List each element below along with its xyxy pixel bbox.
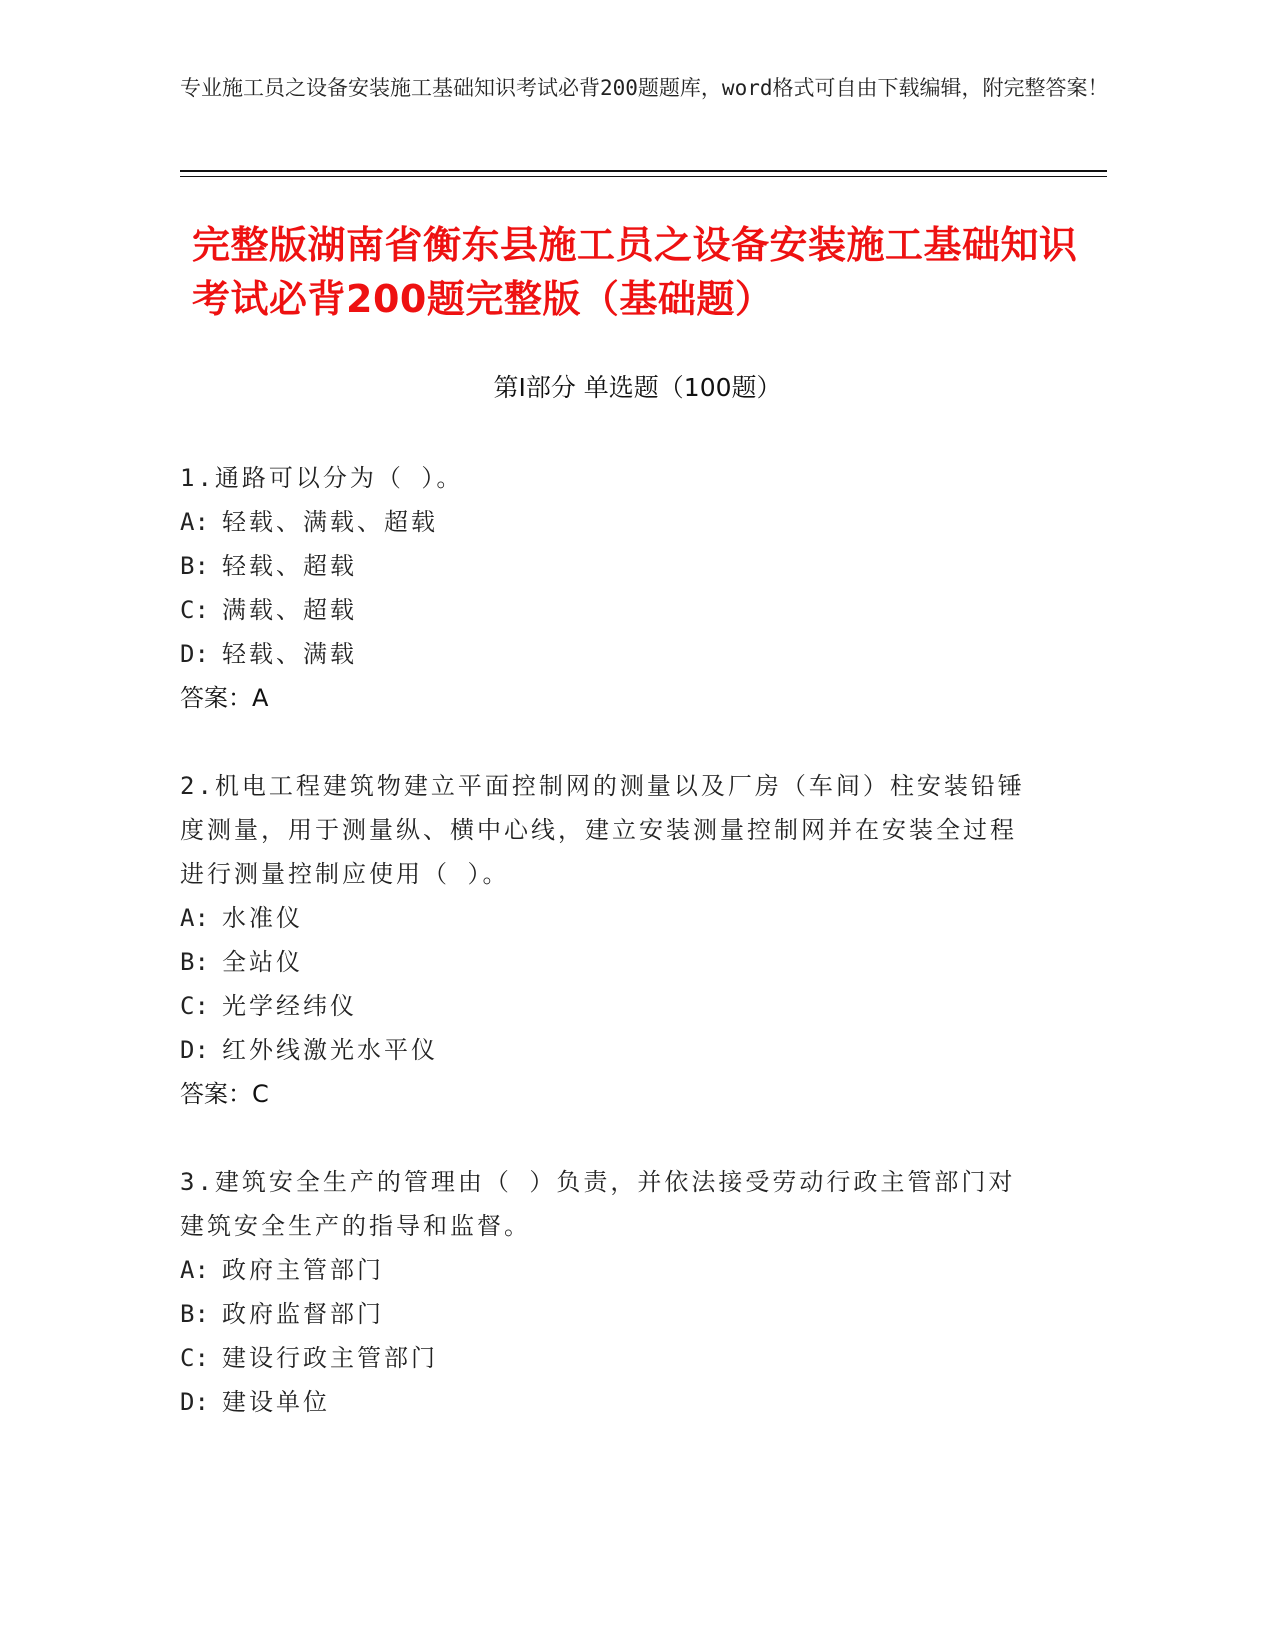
question-stem: 3.建筑安全生产的管理由（ ）负责，并依法接受劳动行政主管部门对建筑安全生产的指导和监督。 (180, 1168, 1016, 1240)
option-key: A: (180, 508, 209, 536)
option-key: D: (180, 640, 209, 668)
option-b (180, 940, 1040, 984)
option-c (180, 588, 1040, 632)
option-c (180, 1336, 1040, 1380)
option-text: 轻载、超载 (222, 552, 357, 580)
document-title: 完整版湖南省衡东县施工员之设备安装施工基础知识考试必背200题完整版（基础题） (192, 223, 1078, 321)
header-rule-thin (180, 176, 1107, 177)
option-key: C: (180, 1344, 209, 1372)
option-text: 水准仪 (222, 904, 303, 932)
option-text: 建设单位 (222, 1388, 330, 1416)
option-text: 政府主管部门 (222, 1256, 384, 1284)
option-key: A: (180, 1256, 209, 1284)
option-key: C: (180, 596, 209, 624)
page-header: 专业施工员之设备安装施工基础知识考试必背200题题库，word格式可自由下载编辑，附完整答案！ (180, 76, 1109, 100)
option-key: B: (180, 948, 209, 976)
option-b (180, 1292, 1040, 1336)
option-a (180, 896, 1040, 940)
option-key: D: (180, 1388, 209, 1416)
option-text: 政府监督部门 (222, 1300, 384, 1328)
option-text: 建设行政主管部门 (222, 1344, 438, 1372)
option-d (180, 1380, 1040, 1424)
option-a (180, 500, 1040, 544)
option-a (180, 1248, 1040, 1292)
option-key: B: (180, 552, 209, 580)
question-stem: 2.机电工程建筑物建立平面控制网的测量以及厂房（车间）柱安装铅锤度测量，用于测量纵、横中心线，建立安装测量控制网并在安装全过程进行测量控制应使用（ ）。 (180, 772, 1025, 888)
header-rule-thick (180, 170, 1107, 172)
option-text: 光学经纬仪 (222, 992, 357, 1020)
question-2 (180, 764, 1040, 1116)
option-b (180, 544, 1040, 588)
answer-line: 答案：A (180, 684, 269, 712)
option-text: 轻载、满载 (222, 640, 357, 668)
answer-line: 答案：C (180, 1080, 269, 1108)
option-key: D: (180, 1036, 209, 1064)
question-3 (180, 1160, 1040, 1424)
option-key: B: (180, 1300, 209, 1328)
question-1 (180, 456, 1040, 720)
option-key: C: (180, 992, 209, 1020)
question-stem: 1.通路可以分为（ ）。 (180, 464, 464, 492)
section-heading: 第Ⅰ部分 单选题（100题） (493, 373, 782, 402)
option-text: 全站仪 (222, 948, 303, 976)
question-list (180, 456, 1040, 1468)
option-text: 满载、超载 (222, 596, 357, 624)
option-d (180, 632, 1040, 676)
option-c (180, 984, 1040, 1028)
option-d (180, 1028, 1040, 1072)
option-text: 轻载、满载、超载 (222, 508, 438, 536)
option-text: 红外线激光水平仪 (222, 1036, 438, 1064)
option-key: A: (180, 904, 209, 932)
